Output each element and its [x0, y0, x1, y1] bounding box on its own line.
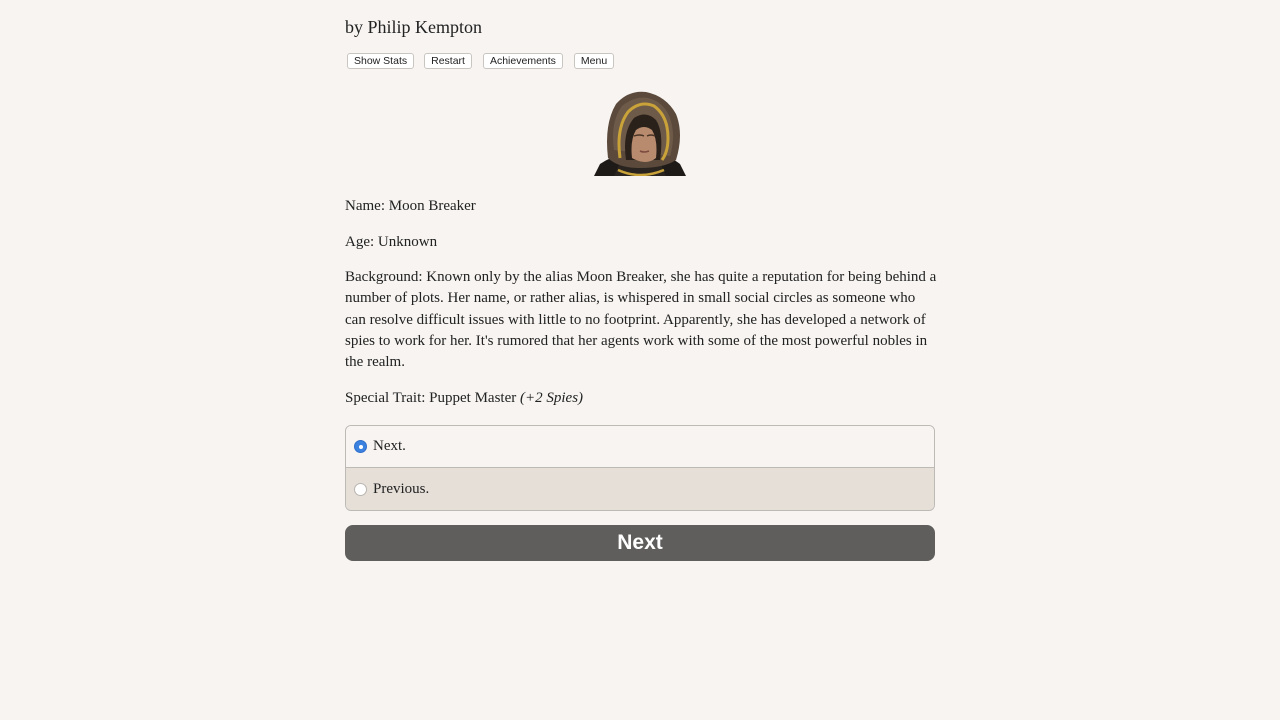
- character-age: Age: Unknown: [345, 234, 438, 250]
- choice-previous[interactable]: [346, 468, 934, 511]
- character-name: Name: Moon Breaker: [345, 198, 476, 214]
- radio-unselected-icon[interactable]: [354, 483, 367, 496]
- achievements-button[interactable]: Achievements: [483, 53, 563, 69]
- next-button[interactable]: Next: [345, 525, 935, 561]
- trait-bonus: (+2 Spies): [520, 390, 584, 406]
- choice-label: Next.: [373, 438, 406, 454]
- radio-selected-icon[interactable]: [354, 440, 367, 453]
- character-background: Background: Known only by the alias Moon Breaker, she has quite a reputation for being behind a number of plots. Her name, or rather alias, is whispered in small social circles as someone who can resolve difficult issues with little to no footprint. Apparently, she has developed a network of spies to work for her. It's rumored that her agents work with some of the most powerful nobles in the realm.: [345, 269, 937, 371]
- choice-label: Previous.: [373, 481, 430, 497]
- game-toolbar: [347, 53, 614, 69]
- trait-label: Special Trait: Puppet Master: [345, 390, 520, 406]
- author-byline: by Philip Kempton: [345, 17, 483, 37]
- menu-button[interactable]: Menu: [574, 53, 614, 69]
- restart-button[interactable]: Restart: [424, 53, 472, 69]
- show-stats-button[interactable]: Show Stats: [347, 53, 414, 69]
- choice-list: [345, 425, 935, 511]
- character-special-trait: [345, 388, 937, 409]
- choice-next[interactable]: [346, 426, 934, 468]
- character-portrait: [594, 88, 686, 176]
